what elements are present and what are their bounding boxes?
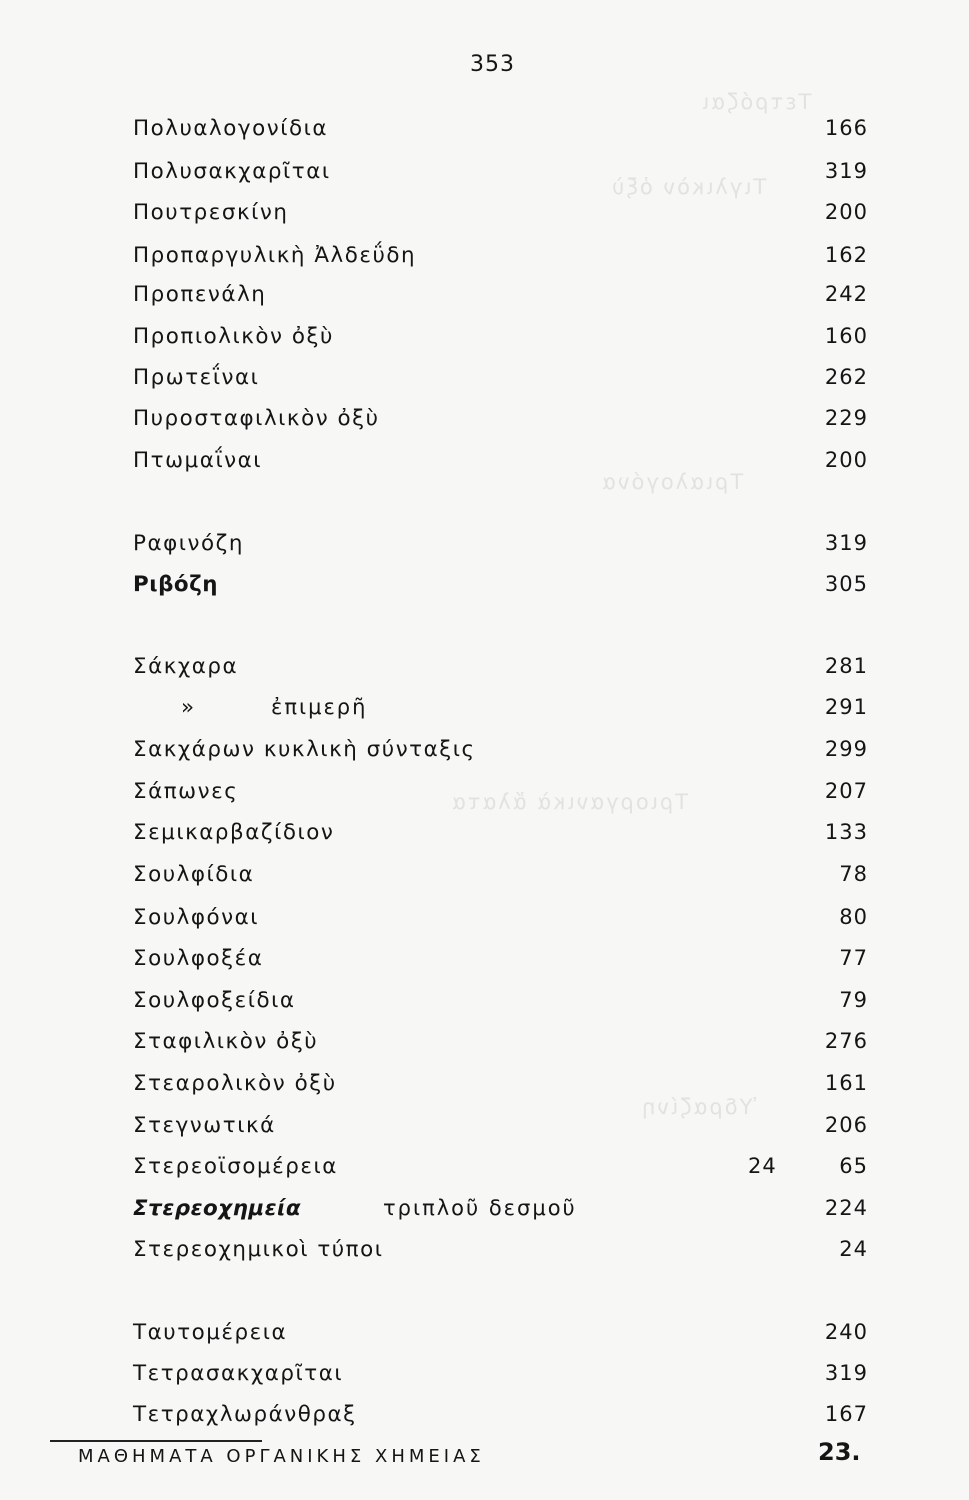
index-entry bbox=[133, 442, 868, 478]
index-entry bbox=[133, 1148, 868, 1184]
entry-page: 224 bbox=[824, 1196, 868, 1220]
index-entry bbox=[133, 856, 868, 892]
index-entry bbox=[133, 359, 868, 395]
entry-page: 291 bbox=[824, 695, 868, 719]
entry-term: Τετρασακχαρῖται bbox=[133, 1361, 344, 1385]
index-entry bbox=[133, 1023, 868, 1059]
entry-page: 79 bbox=[839, 988, 868, 1012]
entry-page: 276 bbox=[824, 1029, 868, 1053]
entry-page: 281 bbox=[824, 654, 868, 678]
bleed-through-text: Τετρόζαι bbox=[700, 90, 812, 114]
entry-term: Σακχάρων κυκλικὴ σύνταξις bbox=[133, 737, 476, 761]
bleed-through-text: Τριοργανικὰ ἄλατα bbox=[450, 790, 689, 814]
index-entry bbox=[133, 237, 868, 273]
entry-term: Πτωμαΐναι bbox=[133, 448, 263, 472]
entry-page: 80 bbox=[839, 905, 868, 929]
entry-page: 166 bbox=[824, 116, 868, 140]
entry-page: 78 bbox=[839, 862, 868, 886]
entry-page: 24 bbox=[839, 1237, 868, 1261]
index-entry bbox=[133, 940, 868, 976]
entry-page: 299 bbox=[824, 737, 868, 761]
entry-page: 161 bbox=[824, 1071, 868, 1095]
entry-term: Ταυτομέρεια bbox=[133, 1320, 288, 1344]
footer-title: ΜΑΘΗΜΑΤΑ ΟΡΓΑΝΙΚΗΣ ΧΗΜΕΙΑΣ bbox=[78, 1446, 485, 1467]
index-entry bbox=[133, 194, 868, 230]
entry-subterm: τριπλοῦ δεσμοῦ bbox=[383, 1196, 577, 1220]
entry-page: 305 bbox=[824, 572, 868, 596]
entry-term: Σουλφόναι bbox=[133, 905, 260, 929]
index-entry bbox=[133, 1231, 868, 1267]
entry-term: Σεμικαρβαζίδιον bbox=[133, 820, 335, 844]
entry-term: Σουλφοξέα bbox=[133, 946, 264, 970]
entry-term: Σουλφίδια bbox=[133, 862, 255, 886]
footer-rule bbox=[50, 1440, 262, 1442]
entry-term: Πυροσταφιλικὸν ὀξὺ bbox=[133, 406, 380, 430]
entry-page: 133 bbox=[824, 820, 868, 844]
entry-page-secondary: 24 bbox=[748, 1154, 777, 1178]
index-entry bbox=[133, 110, 868, 146]
index-entry bbox=[133, 982, 868, 1018]
entry-term: Ριβόζη bbox=[133, 572, 219, 596]
entry-term: Τετραχλωράνθραξ bbox=[133, 1402, 357, 1426]
entry-term: Προπαργυλικὴ Ἀλδεΰδη bbox=[133, 243, 417, 267]
entry-term: Πολυαλογονίδια bbox=[133, 116, 329, 140]
entry-term: Σάπωνες bbox=[133, 779, 239, 803]
entry-page: 319 bbox=[824, 1361, 868, 1385]
index-entry bbox=[133, 318, 868, 354]
entry-page: 206 bbox=[824, 1113, 868, 1137]
index-entry bbox=[133, 566, 868, 602]
entry-term: Στερεοχημεία bbox=[133, 1196, 302, 1220]
bleed-through-text: Τριαλογόνα bbox=[600, 470, 744, 494]
index-entry bbox=[133, 525, 868, 561]
entry-page: 262 bbox=[824, 365, 868, 389]
index-entry bbox=[133, 400, 868, 436]
entry-page: 77 bbox=[839, 946, 868, 970]
index-entry bbox=[133, 1355, 868, 1391]
entry-subterm: ἐπιμερῆ bbox=[271, 695, 368, 719]
entry-term: Στεγνωτικά bbox=[133, 1113, 276, 1137]
index-entry bbox=[133, 773, 868, 809]
bleed-through-text: Τιγλικὸν ὀξὺ bbox=[610, 175, 767, 199]
index-entry bbox=[133, 153, 868, 189]
index-entry bbox=[133, 1314, 868, 1350]
entry-term: Σταφιλικὸν ὀξὺ bbox=[133, 1029, 319, 1053]
entry-term: Στερεοϊσομέρεια bbox=[133, 1154, 338, 1178]
entry-page: 200 bbox=[824, 200, 868, 224]
index-entry bbox=[133, 1396, 868, 1432]
index-entry bbox=[133, 276, 868, 312]
entry-term: Πολυσακχαρῖται bbox=[133, 159, 331, 183]
entry-term: Πουτρεσκίνη bbox=[133, 200, 289, 224]
index-entry bbox=[133, 1065, 868, 1101]
index-entry bbox=[133, 1190, 868, 1226]
entry-page: 167 bbox=[824, 1402, 868, 1426]
index-entry bbox=[133, 648, 868, 684]
entry-term: Σουλφοξείδια bbox=[133, 988, 296, 1012]
page-number: 353 bbox=[470, 52, 515, 77]
index-entry bbox=[133, 814, 868, 850]
entry-term: Προπιολικὸν ὀξὺ bbox=[133, 324, 334, 348]
entry-term: Ραφινόζη bbox=[133, 531, 244, 555]
entry-page: 319 bbox=[824, 531, 868, 555]
entry-page: 65 bbox=[839, 1154, 868, 1178]
entry-page: 207 bbox=[824, 779, 868, 803]
index-entry bbox=[133, 731, 868, 767]
entry-page: 162 bbox=[824, 243, 868, 267]
index-entry bbox=[133, 899, 868, 935]
entry-term: Στερεοχημικοὶ τύποι bbox=[133, 1237, 384, 1261]
entry-term: Πρωτεΐναι bbox=[133, 365, 260, 389]
entry-term: Προπενάλη bbox=[133, 282, 267, 306]
ditto-mark: » bbox=[181, 695, 196, 719]
footer-signature: 23. bbox=[818, 1438, 861, 1466]
index-entry bbox=[133, 689, 868, 725]
entry-term: Σάκχαρα bbox=[133, 654, 239, 678]
entry-term: Στεαρολικὸν ὀξὺ bbox=[133, 1071, 337, 1095]
index-entry bbox=[133, 1107, 868, 1143]
entry-page: 319 bbox=[824, 159, 868, 183]
entry-page: 200 bbox=[824, 448, 868, 472]
entry-page: 240 bbox=[824, 1320, 868, 1344]
entry-page: 242 bbox=[824, 282, 868, 306]
entry-page: 229 bbox=[824, 406, 868, 430]
entry-page: 160 bbox=[824, 324, 868, 348]
bleed-through-text: Ὑδραζίνη bbox=[640, 1095, 757, 1119]
